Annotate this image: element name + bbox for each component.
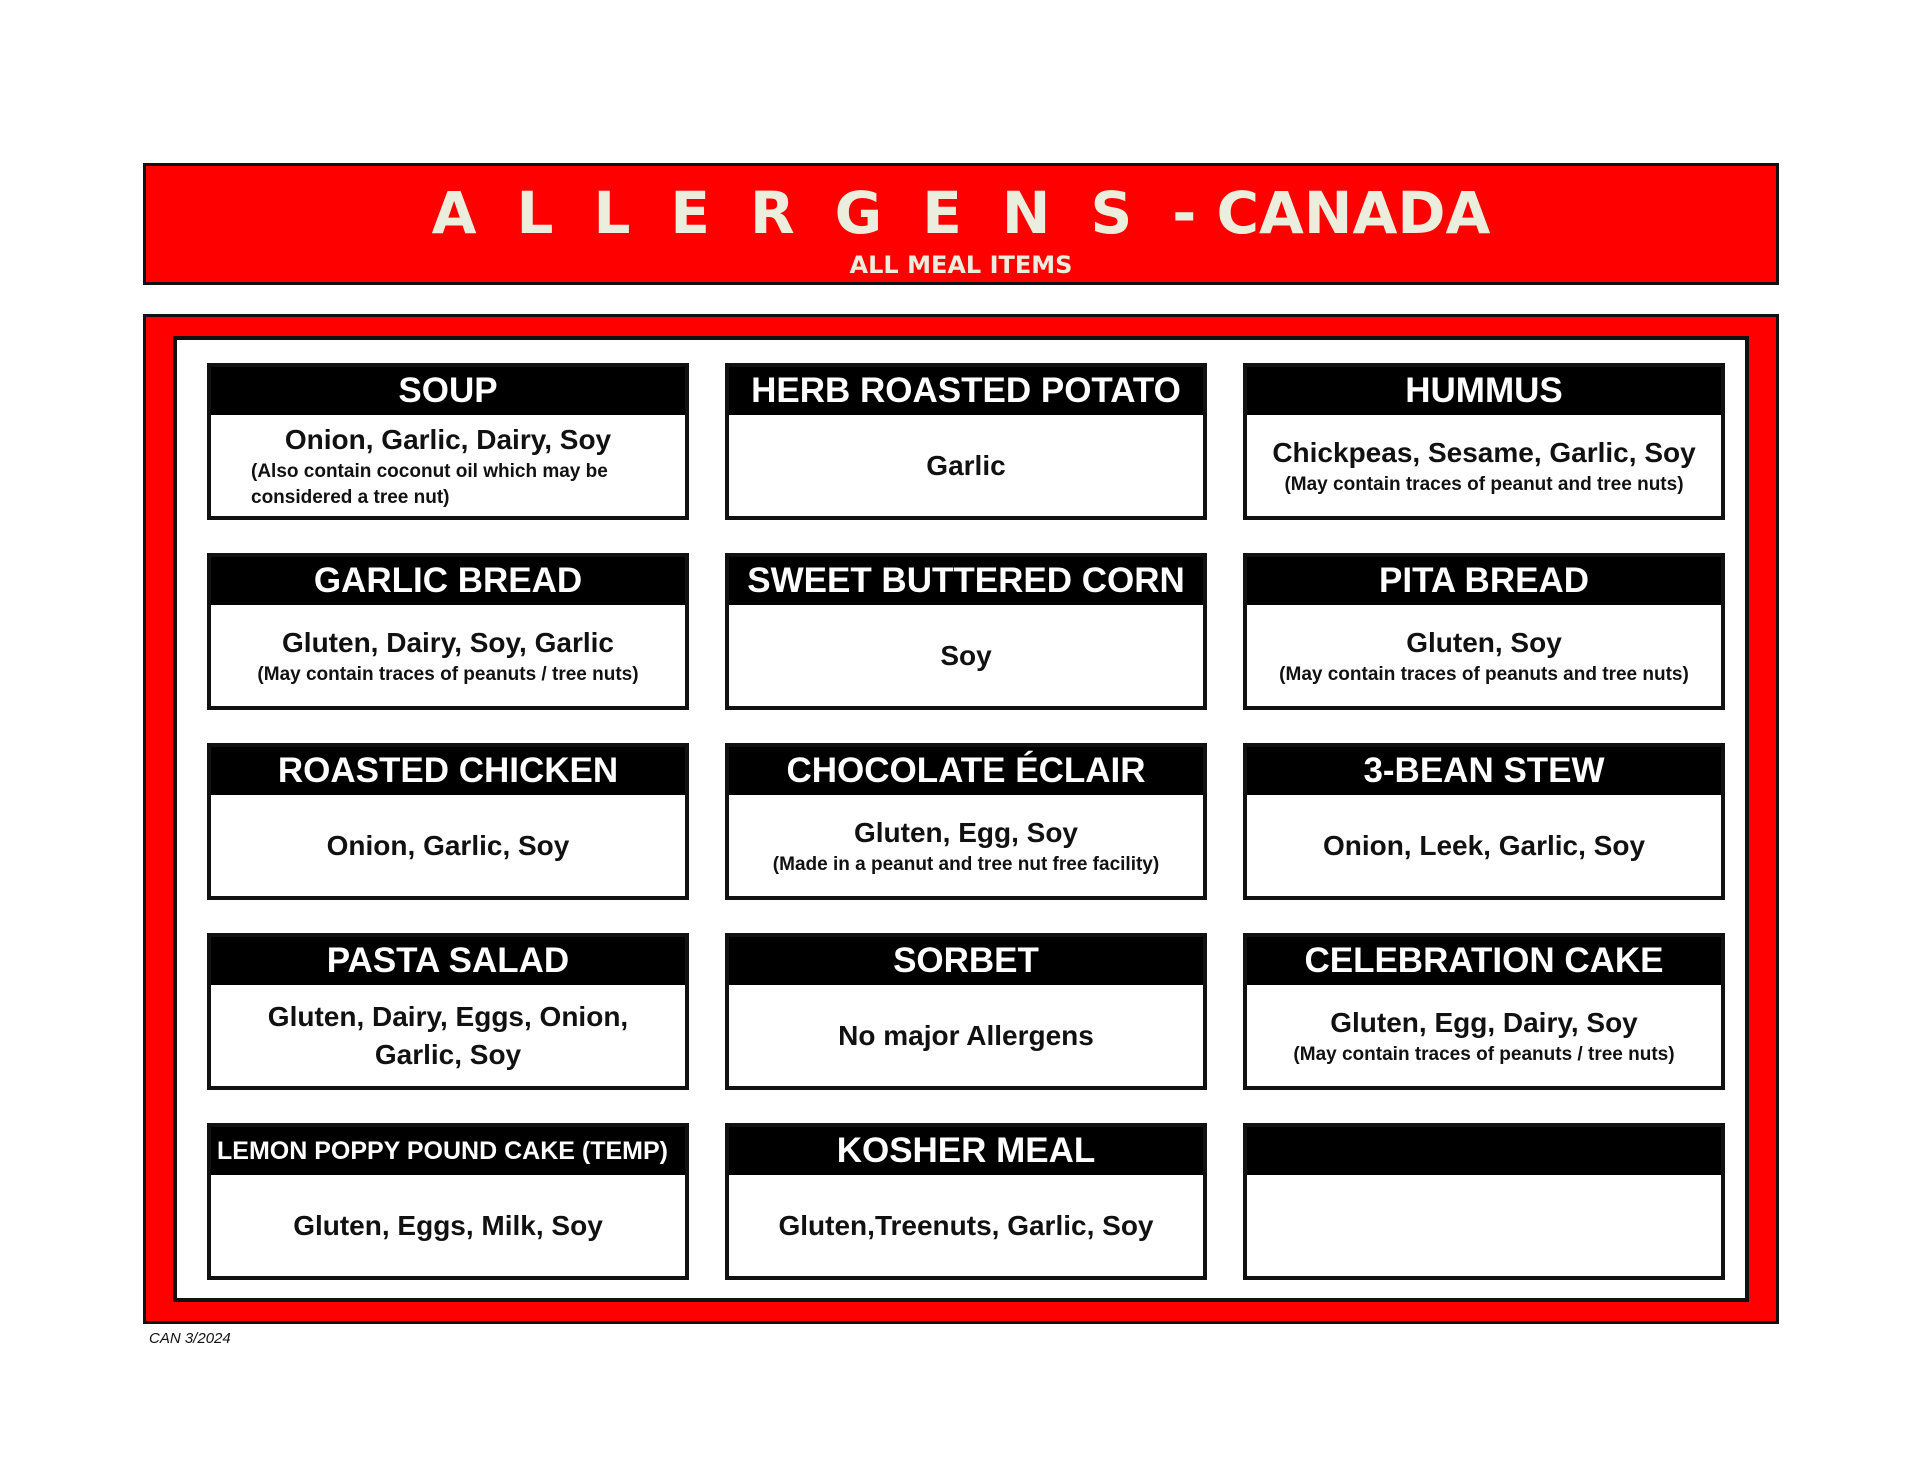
item-name: SORBET bbox=[729, 937, 1203, 985]
item-allergens: Gluten, Egg, Soy bbox=[853, 816, 1078, 848]
item-name: LEMON POPPY POUND CAKE (TEMP) bbox=[211, 1127, 685, 1175]
item-body bbox=[211, 605, 685, 706]
item-note: (May contain traces of peanuts / tree nuts) bbox=[1293, 1043, 1675, 1065]
item-note: (May contain traces of peanut and tree nuts) bbox=[1284, 473, 1684, 495]
item-allergens: Gluten, Eggs, Milk, Soy bbox=[293, 1209, 603, 1241]
item-name: HERB ROASTED POTATO bbox=[729, 367, 1203, 415]
item-allergens: Gluten, Egg, Dairy, Soy bbox=[1330, 1006, 1638, 1038]
item-note: (May contain traces of peanuts / tree nuts) bbox=[257, 663, 639, 685]
footer-code: CAN 3/2024 bbox=[149, 1330, 231, 1347]
item-body bbox=[211, 795, 685, 896]
page-title bbox=[146, 180, 1776, 246]
item-card-sorbet bbox=[725, 933, 1207, 1090]
item-body bbox=[211, 415, 685, 516]
item-card-empty bbox=[1243, 1123, 1725, 1280]
item-body bbox=[211, 985, 685, 1086]
item-allergens: No major Allergens bbox=[838, 1019, 1094, 1051]
item-body bbox=[1247, 415, 1721, 516]
item-allergens: Gluten, Dairy, Soy, Garlic bbox=[282, 626, 614, 658]
title-country: - CANADA bbox=[1172, 179, 1491, 247]
item-card-celebration-cake bbox=[1243, 933, 1725, 1090]
item-body bbox=[1247, 985, 1721, 1086]
item-card-roasted-chicken bbox=[207, 743, 689, 900]
item-name: PASTA SALAD bbox=[211, 937, 685, 985]
item-name: GARLIC BREAD bbox=[211, 557, 685, 605]
item-name: HUMMUS bbox=[1247, 367, 1721, 415]
item-body bbox=[729, 1175, 1203, 1276]
item-allergens: Gluten,Treenuts, Garlic, Soy bbox=[778, 1209, 1154, 1241]
item-allergens: Gluten, Soy bbox=[1406, 626, 1562, 658]
item-name bbox=[1247, 1127, 1721, 1175]
item-name: KOSHER MEAL bbox=[729, 1127, 1203, 1175]
item-body bbox=[729, 985, 1203, 1086]
item-allergens: Chickpeas, Sesame, Garlic, Soy bbox=[1272, 436, 1696, 468]
item-allergens: Onion, Garlic, Soy bbox=[326, 829, 570, 861]
item-name: 3-BEAN STEW bbox=[1247, 747, 1721, 795]
item-name: PITA BREAD bbox=[1247, 557, 1721, 605]
header-banner bbox=[143, 163, 1779, 285]
item-body bbox=[1247, 795, 1721, 896]
item-body bbox=[729, 605, 1203, 706]
item-card-soup bbox=[207, 363, 689, 520]
item-allergens: Onion, Leek, Garlic, Soy bbox=[1322, 829, 1646, 861]
item-allergens: Soy bbox=[940, 639, 992, 671]
item-name: ROASTED CHICKEN bbox=[211, 747, 685, 795]
item-card-garlic-bread bbox=[207, 553, 689, 710]
item-body bbox=[211, 1175, 685, 1276]
item-card-herb-roasted-potato bbox=[725, 363, 1207, 520]
item-note: (May contain traces of peanuts and tree nuts) bbox=[1279, 663, 1689, 685]
item-name: SOUP bbox=[211, 367, 685, 415]
page-subtitle: ALL MEAL ITEMS bbox=[849, 251, 1073, 279]
title-allergens: ALLERGENS bbox=[431, 179, 1173, 247]
item-body bbox=[729, 795, 1203, 896]
item-card-lemon-poppy-pound-cake bbox=[207, 1123, 689, 1280]
item-body bbox=[1247, 1175, 1721, 1276]
item-card-chocolate-eclair bbox=[725, 743, 1207, 900]
item-body bbox=[729, 415, 1203, 516]
item-allergens: Garlic bbox=[926, 449, 1006, 481]
item-card-3-bean-stew bbox=[1243, 743, 1725, 900]
item-card-pita-bread bbox=[1243, 553, 1725, 710]
item-body bbox=[1247, 605, 1721, 706]
item-card-hummus bbox=[1243, 363, 1725, 520]
item-name: SWEET BUTTERED CORN bbox=[729, 557, 1203, 605]
item-name: CELEBRATION CAKE bbox=[1247, 937, 1721, 985]
item-card-sweet-buttered-corn bbox=[725, 553, 1207, 710]
item-card-kosher-meal bbox=[725, 1123, 1207, 1280]
item-name: CHOCOLATE ÉCLAIR bbox=[729, 747, 1203, 795]
item-allergens: Onion, Garlic, Dairy, Soy bbox=[284, 423, 612, 455]
item-note: (Made in a peanut and tree nut free facility) bbox=[772, 853, 1160, 875]
item-card-pasta-salad bbox=[207, 933, 689, 1090]
item-note: (Also contain coconut oil which may be considered a tree nut) bbox=[251, 460, 608, 508]
item-allergens: Gluten, Dairy, Eggs, Onion, Garlic, Soy bbox=[267, 1000, 629, 1070]
